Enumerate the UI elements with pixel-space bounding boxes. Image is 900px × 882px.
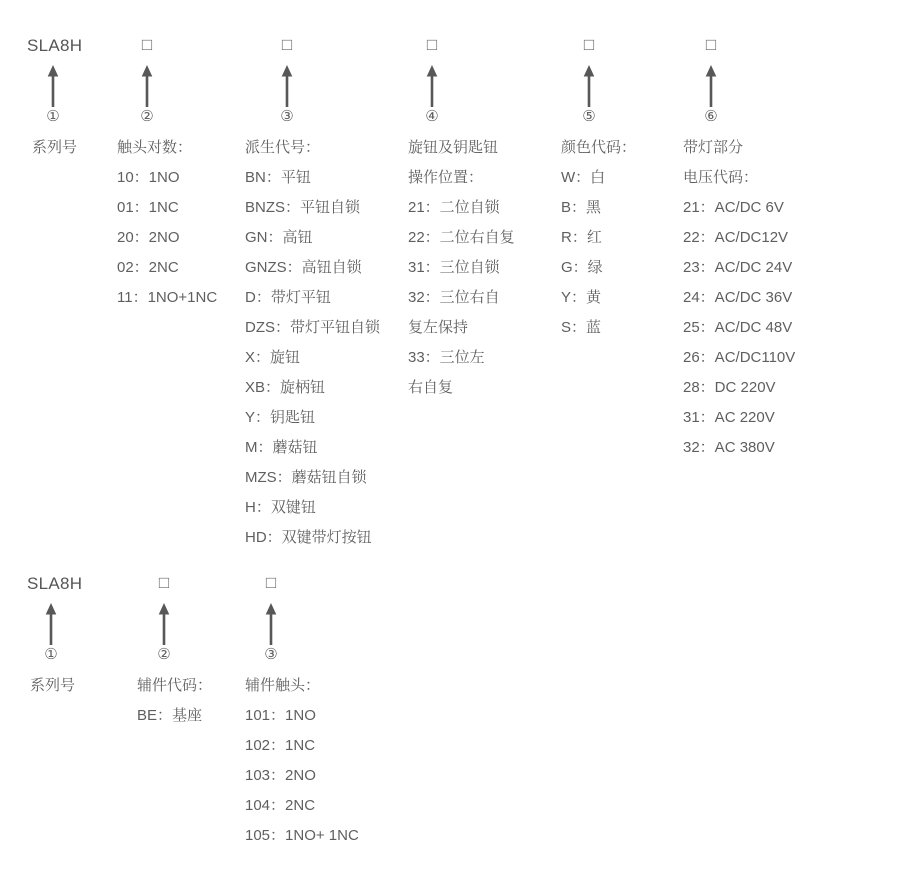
code-line: GNZS：高钮自锁 <box>245 259 362 276</box>
bottom-column-series <box>30 671 75 701</box>
position-marker-2: ② <box>157 646 171 663</box>
code-line: 02：2NC <box>117 259 179 276</box>
up-arrow-icon <box>44 603 59 645</box>
code-line: BN：平钮 <box>245 169 311 186</box>
placeholder-box: □ <box>141 35 153 54</box>
top-column-lamp-voltage-codes <box>683 133 795 463</box>
code-line: Y：黄 <box>561 289 602 306</box>
placeholder-box: □ <box>158 573 170 592</box>
position-marker-6: ⑥ <box>704 108 718 125</box>
code-line: BE：基座 <box>137 707 203 724</box>
code-line: 105：1NO+ 1NC <box>245 827 359 844</box>
position-marker-1: ① <box>44 646 58 663</box>
position-marker-1: ① <box>46 108 60 125</box>
up-arrow-icon <box>264 603 279 645</box>
code-line: XB：旋柄钮 <box>245 379 326 396</box>
code-line: 辅件代码： <box>137 677 213 694</box>
code-line: MZS：蘑菇钮自锁 <box>245 469 367 486</box>
position-marker-3: ③ <box>264 646 278 663</box>
top-column-derived-codes <box>245 133 380 553</box>
code-line: 电压代码： <box>683 169 759 186</box>
up-arrow-icon <box>425 65 440 107</box>
top-column-operation-positions <box>408 133 515 403</box>
code-line: H：双键钮 <box>245 499 316 516</box>
code-line: 操作位置： <box>408 169 484 186</box>
code-line: 颜色代码： <box>561 139 637 156</box>
up-arrow-icon <box>280 65 295 107</box>
up-arrow-icon <box>582 65 597 107</box>
code-line: R：红 <box>561 229 602 246</box>
code-line: 32：AC 380V <box>683 439 775 456</box>
code-line: HD：双键带灯按钮 <box>245 529 372 546</box>
bottom-column-accessory-codes <box>137 671 212 731</box>
code-line: 25：AC/DC 48V <box>683 319 793 336</box>
code-line: W：白 <box>561 169 606 186</box>
code-line: 21：二位自锁 <box>408 199 500 216</box>
code-line: 28：DC 220V <box>683 379 776 396</box>
up-arrow-icon <box>157 603 172 645</box>
code-line: D：带灯平钮 <box>245 289 331 306</box>
placeholder-box: □ <box>265 573 277 592</box>
code-line: BNZS：平钮自锁 <box>245 199 361 216</box>
placeholder-box: □ <box>281 35 293 54</box>
series-code-bottom: SLA8H <box>27 574 83 593</box>
top-column-color-codes <box>561 133 636 343</box>
code-line: 右自复 <box>408 379 454 396</box>
code-line: 20：2NO <box>117 229 180 246</box>
top-column-contact-pairs <box>117 133 217 313</box>
code-line: 24：AC/DC 36V <box>683 289 793 306</box>
code-line: B：黑 <box>561 199 602 216</box>
code-line: 104：2NC <box>245 797 316 814</box>
up-arrow-icon <box>704 65 719 107</box>
code-line: Y：钥匙钮 <box>245 409 316 426</box>
code-line: 33：三位左 <box>408 349 485 366</box>
code-line: GN：高钮 <box>245 229 313 246</box>
code-line: 32：三位右自 <box>408 289 500 306</box>
code-line: 26：AC/DC110V <box>683 349 796 366</box>
code-line: 11：1NO+1NC <box>117 289 218 306</box>
code-line: 103：2NO <box>245 767 316 784</box>
code-line: 系列号 <box>30 677 76 694</box>
placeholder-box: □ <box>583 35 595 54</box>
code-line: 01：1NC <box>117 199 179 216</box>
code-line: 带灯部分 <box>683 139 744 156</box>
code-line: 系列号 <box>32 139 78 156</box>
position-marker-5: ⑤ <box>582 108 596 125</box>
code-line: G：绿 <box>561 259 603 276</box>
series-code-top: SLA8H <box>27 36 83 55</box>
code-line: X：旋钮 <box>245 349 301 366</box>
up-arrow-icon <box>46 65 61 107</box>
code-line: 旋钮及钥匙钮 <box>408 139 499 156</box>
position-marker-4: ④ <box>425 108 439 125</box>
code-line: 101：1NO <box>245 707 316 724</box>
bottom-column-accessory-contacts <box>245 671 359 851</box>
code-line: M：蘑菇钮 <box>245 439 318 456</box>
code-line: 派生代号： <box>245 139 321 156</box>
top-column-series <box>32 133 77 163</box>
placeholder-box: □ <box>426 35 438 54</box>
code-line: 23：AC/DC 24V <box>683 259 793 276</box>
placeholder-box: □ <box>705 35 717 54</box>
code-line: DZS：带灯平钮自锁 <box>245 319 381 336</box>
code-line: 辅件触头： <box>245 677 321 694</box>
code-line: 21：AC/DC 6V <box>683 199 784 216</box>
position-marker-2: ② <box>140 108 154 125</box>
code-line: S：蓝 <box>561 319 602 336</box>
up-arrow-icon <box>140 65 155 107</box>
code-line: 触头对数： <box>117 139 193 156</box>
code-line: 10：1NO <box>117 169 180 186</box>
position-marker-3: ③ <box>280 108 294 125</box>
code-line: 31：三位自锁 <box>408 259 500 276</box>
code-line: 22：二位右自复 <box>408 229 515 246</box>
code-line: 复左保持 <box>408 319 469 336</box>
code-line: 22：AC/DC12V <box>683 229 789 246</box>
code-line: 31：AC 220V <box>683 409 775 426</box>
code-line: 102：1NC <box>245 737 316 754</box>
